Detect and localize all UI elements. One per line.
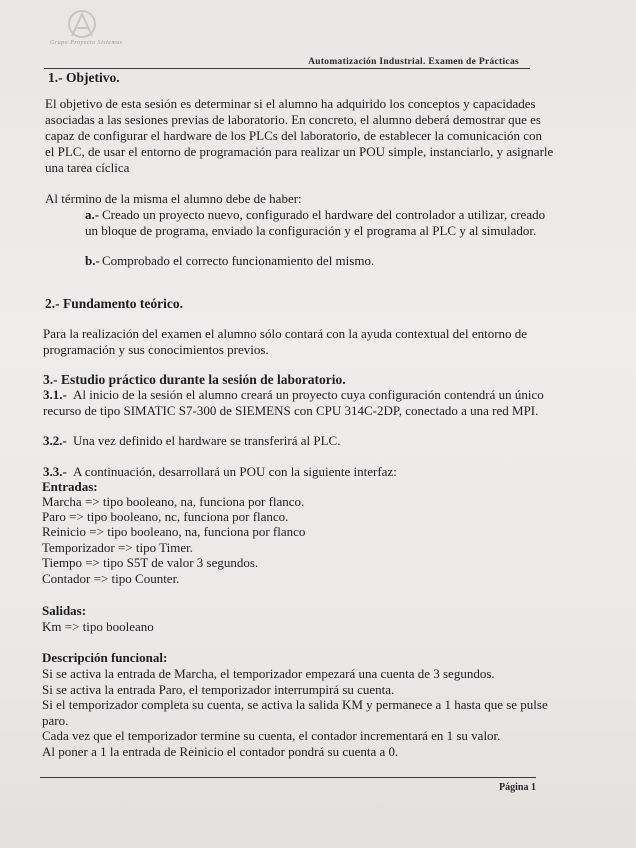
step-3-3-text: A continuación, desarrollará un POU con la siguiente interfaz: xyxy=(73,464,397,479)
input-item: Tiempo => tipo S5T de valor 3 segundos. xyxy=(42,555,259,570)
objective-line: El objetivo de esta sesión es determinar si el alumno ha adquirido los conceptos y capacidades xyxy=(45,96,536,111)
item-a-line: Creado un proyecto nuevo, configurado el hardware del controlador a utilizar, creado xyxy=(102,207,546,222)
functional-line: paro. xyxy=(42,713,69,728)
item-a-label: a.- xyxy=(85,207,100,222)
functional-heading: Descripción funcional: xyxy=(42,650,168,665)
footer-divider xyxy=(40,777,536,778)
item-b-label: b.- xyxy=(85,253,100,268)
step-3-2-text: Una vez definido el hardware se transferirá al PLC. xyxy=(73,433,341,448)
input-item: Reinicio => tipo booleano, na, funciona por flanco xyxy=(42,524,306,539)
section-1-heading: 1.- Objetivo. xyxy=(48,70,120,85)
item-b-text: Comprobado el correcto funcionamiento del mismo. xyxy=(102,253,375,268)
inputs-heading: Entradas: xyxy=(42,479,98,494)
step-3-2-label: 3.2.- xyxy=(43,433,67,448)
input-item: Contador => tipo Counter. xyxy=(42,571,180,586)
input-item: Marcha => tipo booleano, na, funciona por flanco. xyxy=(42,494,305,509)
section-2-heading: 2.- Fundamento teórico. xyxy=(45,296,183,311)
objective-line: el PLC, de usar el entorno de programación para realizar un POU simple, instanciarlo, y asignarle xyxy=(45,144,554,159)
section-3-heading: 3.- Estudio práctico durante la sesión de laboratorio. xyxy=(43,372,346,387)
step-3-3-label: 3.3.- xyxy=(43,464,67,479)
theory-line: programación y sus conocimientos previos. xyxy=(43,342,269,357)
page-number: Página 1 xyxy=(499,782,536,793)
objective-line: una tarea cíclica xyxy=(45,160,130,175)
item-a-line: un bloque de programa, enviado la configuración y el programa al PLC y al simulador. xyxy=(85,223,537,238)
step-3-1-line: recurso de tipo SIMATIC S7-300 de SIEMENS con CPU 314C-2DP, conectado a una red MPI. xyxy=(43,403,539,418)
output-item: Km => tipo booleano xyxy=(42,619,154,634)
functional-line: Al poner a 1 la entrada de Reinicio el contador pondrá su cuenta a 0. xyxy=(42,744,399,759)
outputs-heading: Salidas: xyxy=(42,603,87,618)
functional-line: Si se activa la entrada Paro, el temporizador interrumpirá su cuenta. xyxy=(42,682,395,697)
input-item: Paro => tipo booleano, nc, funciona por flanco. xyxy=(42,509,289,524)
header-divider xyxy=(44,68,530,69)
department-logo-icon xyxy=(48,6,138,54)
functional-line: Si el temporizador completa su cuenta, se activa la salida KM y permanece a 1 hasta que se pulse xyxy=(42,697,548,712)
step-3-1-line: Al inicio de la sesión el alumno creará un proyecto cuya configuración contendrá un único xyxy=(73,387,544,402)
objective-line: capaz de configurar el hardware de los PLCs del laboratorio, de establecer la comunicación con xyxy=(45,128,543,143)
objective-line: asociadas a las sesiones previas de laboratorio. En concreto, el alumno deberá demostrar que es xyxy=(45,112,541,127)
functional-line: Cada vez que el temporizador termine su cuenta, el contador incrementará en 1 su valor. xyxy=(42,728,501,743)
functional-line: Si se activa la entrada de Marcha, el temporizador empezará una cuenta de 3 segundos. xyxy=(42,666,495,681)
input-item: Temporizador => tipo Timer. xyxy=(42,540,193,555)
logo-caption: Grupo Proyecto Sistemas xyxy=(50,40,123,46)
theory-line: Para la realización del examen el alumno sólo contará con la ayuda contextual del entorno de xyxy=(43,326,528,341)
step-3-1-label: 3.1.- xyxy=(43,387,67,402)
header-title: Automatización Industrial. Examen de Prácticas xyxy=(308,57,519,67)
objective-intro: Al término de la misma el alumno debe de haber: xyxy=(45,191,302,206)
